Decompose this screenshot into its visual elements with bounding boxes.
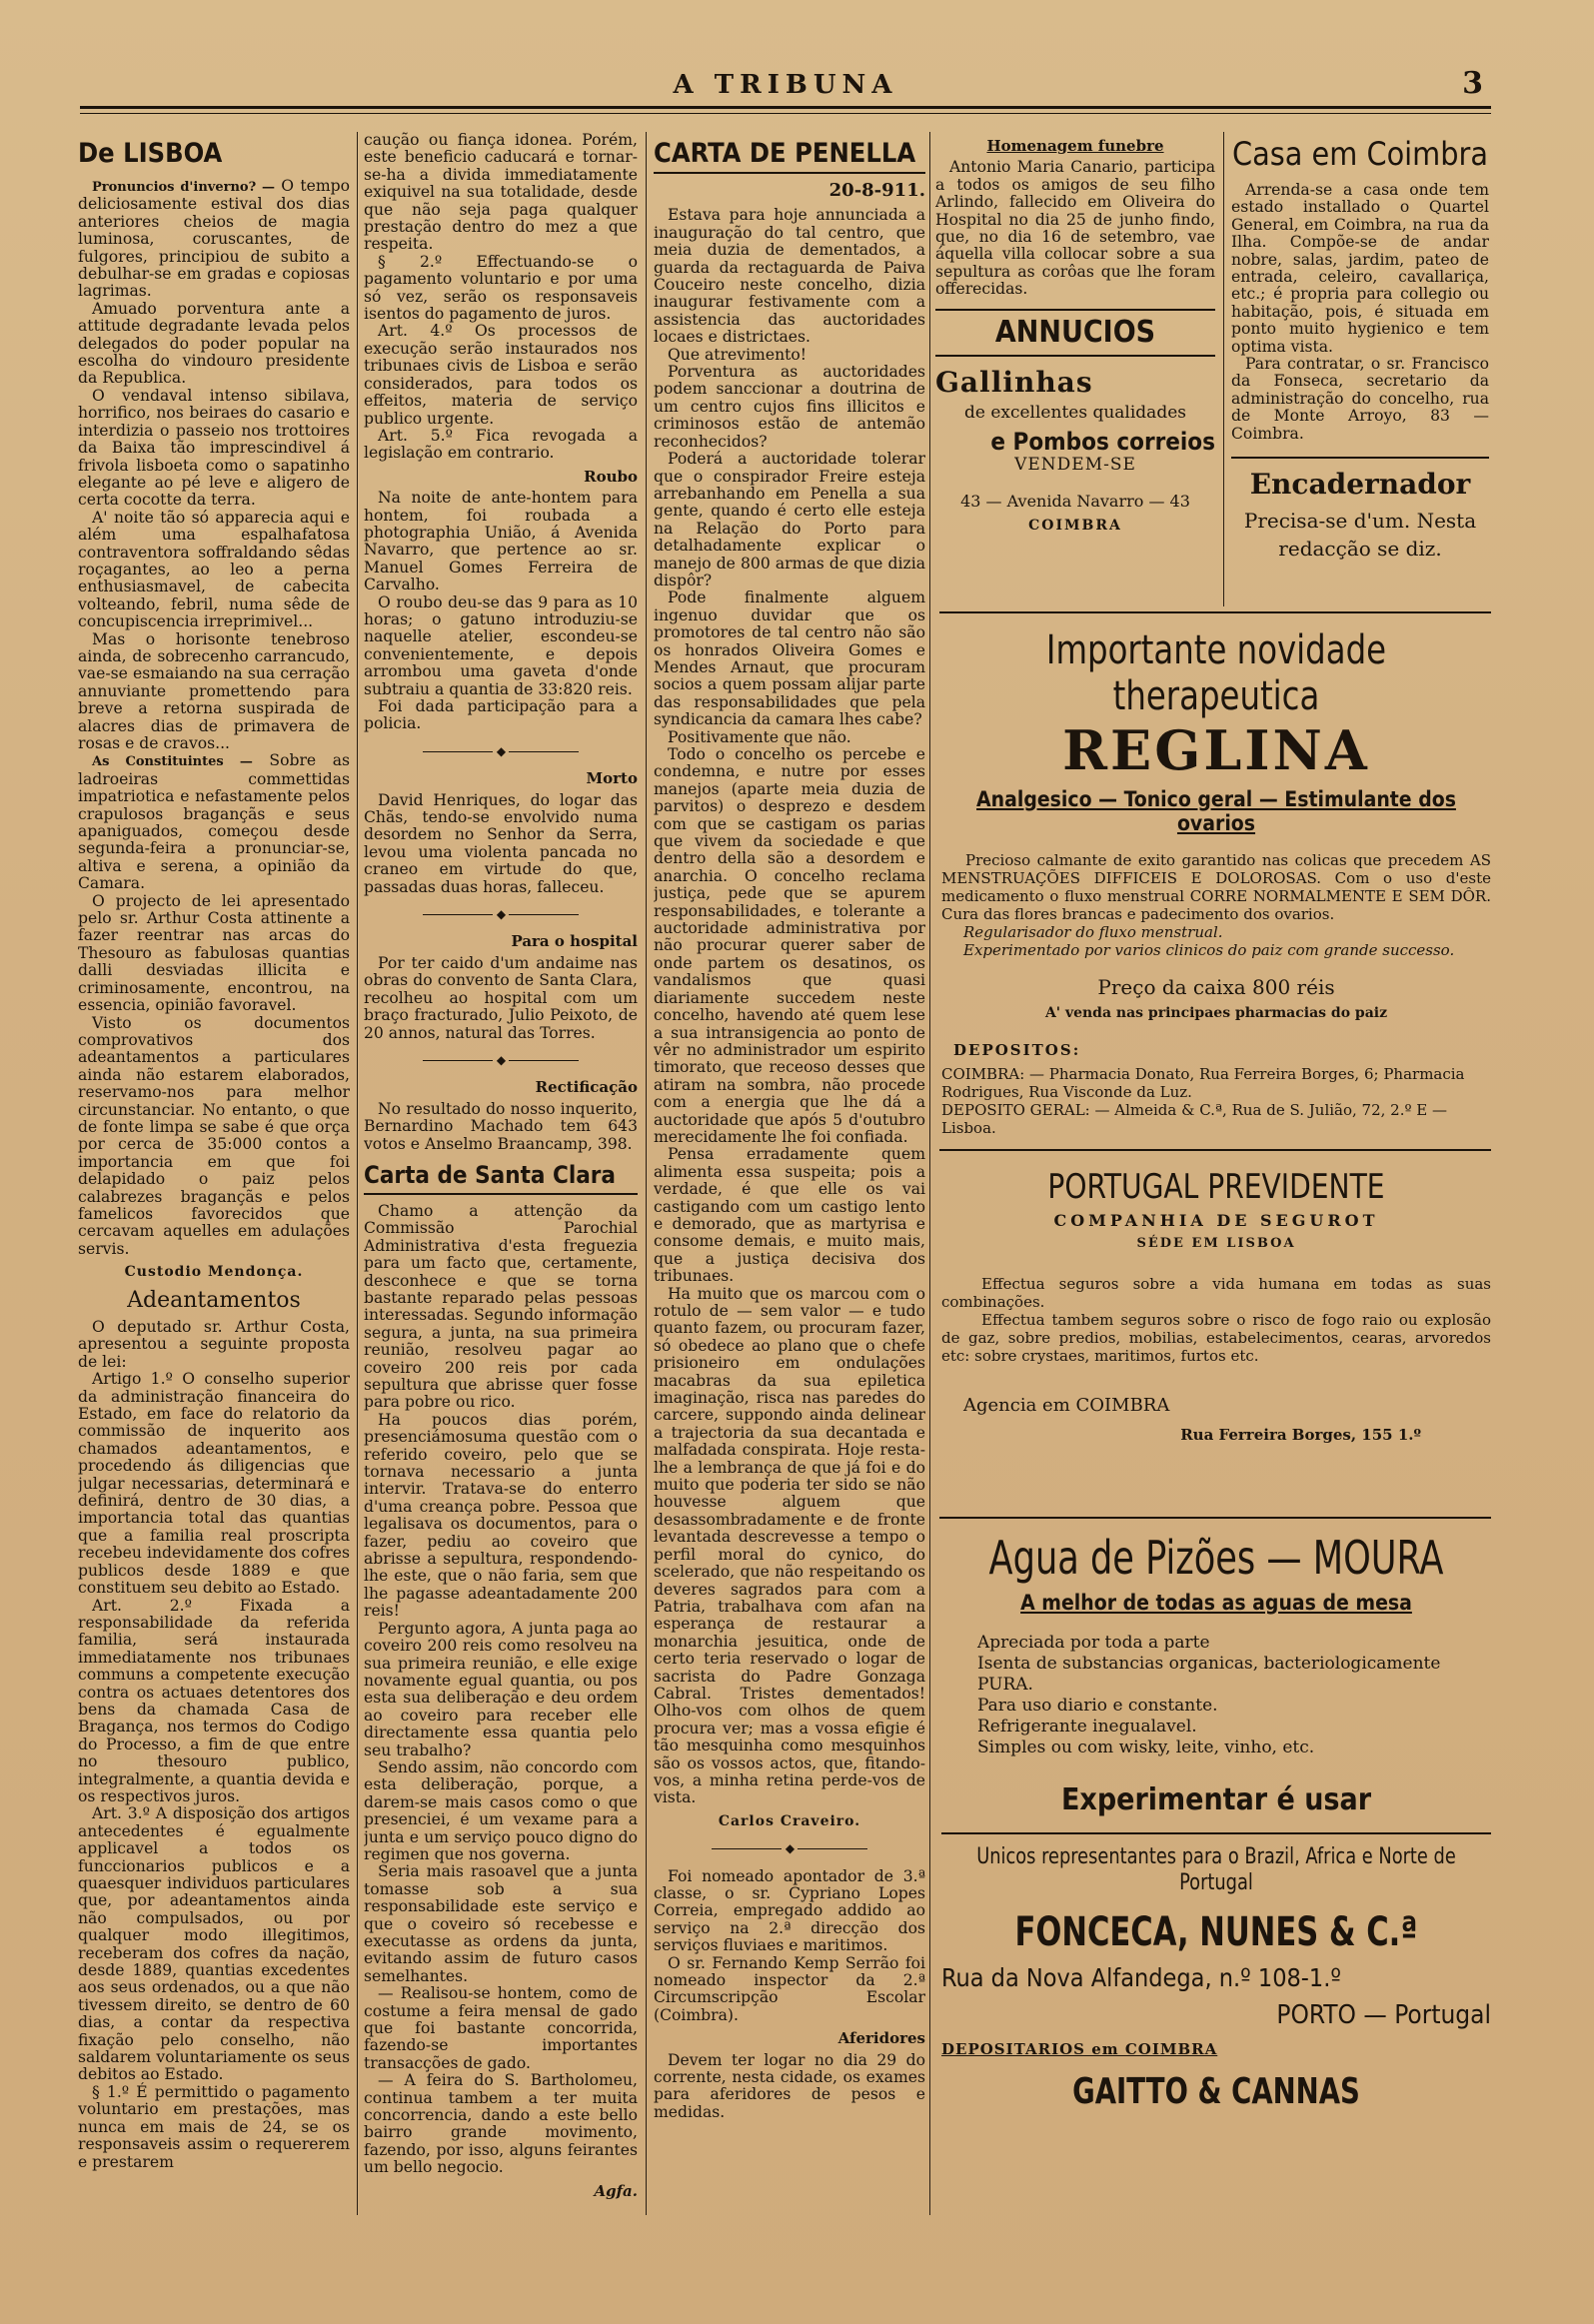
pizoes-gaitto: GAITTO & CANNAS — [1072, 2071, 1360, 2112]
paragraph — [78, 1015, 350, 1259]
paragraph-text: Positivamente que não. — [668, 727, 851, 746]
page-number: 3 — [1462, 66, 1483, 101]
paragraph-text: O roubo deu-se das 9 para as 10 horas; o gatuno introduziu-se naquelle atelier, escondeu-se convenientemente, e depois arrombou uma gaveta d'onde subtraiu a quantia de 33:820 reis. — [364, 592, 638, 698]
paragraph — [364, 132, 638, 254]
reglina-depositos: DEPOSITOS: — [953, 1041, 1081, 1059]
paragraph-text: Para contratar, o sr. Francisco da Fonseca, secretario da administração do concelho, rua de Monte Arroyo, 83 — Coimbra. — [1231, 355, 1489, 443]
previdente-p1: Effectua seguros sobre a vida humana em todas as suas combinações. — [941, 1275, 1491, 1311]
paragraph-text: Poderá a auctoridade tolerar que o conspirador Freire esteja arrebanhando em Penella a sua gente, quando é certo elle esteja na Relação do Porto para detalhadamente explicar o manejo de 800 armas de que dizia dispôr? — [654, 450, 925, 589]
paragraph — [654, 364, 925, 451]
reglina-price: Preço da caixa 800 réis — [1097, 975, 1335, 999]
paragraph-text: Pensa erradamente quem alimenta essa suspeita; pois a verdade, é que elle os vai castigando com um castigo lento e demorado, que as martyrisa e consome demais, e muito mais, que a justiça decisiva dos tribunaes. — [654, 1145, 925, 1286]
paragraph-text: Arrenda-se a casa onde tem estado installado o Quartel General, em Coimbra, na rua da Ilha. Compõe-se de andar nobre, salas, jardim, pateo de entrada, celeiro, cavallariça, etc.; é propria para collegio ou habitação, pois, é situada em ponto muito hygienico e tem optima vista. — [1231, 181, 1489, 356]
column-rule — [1223, 132, 1224, 606]
previdente-agencia: Agencia em COIMBRA — [963, 1395, 1170, 1416]
pizoes-list-item: Isenta de substancias organicas, bacteriologicamente PURA. — [977, 1654, 1441, 1695]
paragraph — [364, 1985, 638, 2072]
pizoes-porto: PORTO — Portugal — [1276, 2000, 1491, 2030]
article-signature: Agfa. — [594, 2181, 638, 2200]
column-rule — [929, 132, 930, 2215]
paragraph — [364, 792, 638, 896]
reglina-name: REGLINA — [1062, 718, 1370, 782]
paragraph-text: Estava para hoje annunciada a inauguração do tal centro, que meia duzia de dementados, a guarda da rectaguarda de Paiva Couceiro neste concelho, dizia inaugurar festivamente com a assistencia das auctoridades locaes e districtaes. — [654, 206, 925, 347]
article-title-lisboa: De LISBOA — [78, 138, 223, 169]
reglina-dep-geral: DEPOSITO GERAL: — Almeida & C.ª, Rua de S. Julião, 72, 2.º E — Lisboa. — [941, 1101, 1448, 1137]
column-4 — [935, 132, 1215, 601]
ad-address: 43 — Avenida Navarro — 43 — [960, 491, 1190, 511]
paragraph — [78, 2084, 350, 2171]
paragraph-text: Foi nomeado apontador de 3.ª classe, o sr. Cypriano Lopes Correia, empregado addido ao serviço na 2.ª direcção dos serviços fluviaes e maritimos. — [654, 1866, 925, 1955]
paragraph — [654, 207, 925, 346]
divider: ◆ — [364, 743, 638, 760]
previdente-sub: COMPANHIA DE SEGUROT — [1053, 1211, 1379, 1230]
previdente-p2: Effectua tambem seguros sobre o risco de fogo raio ou explosão de gaz, sobre predios, mobilias, estabelecimentos, cearas, arvoredos etc: sobre crystaes, maritimos, furtos etc. — [941, 1311, 1491, 1365]
ad-rule — [939, 611, 1491, 613]
paragraph-text: Devem ter logar no dia 29 do corrente, nesta cidade, os exames para aferidores de pesos e medidas. — [654, 2050, 925, 2121]
paragraph — [78, 388, 350, 510]
ad-pombos-title: e Pombos correios — [990, 428, 1215, 457]
paragraph — [364, 1203, 638, 1412]
ad-gallinhas-sub: de excellentes qualidades — [963, 402, 1186, 423]
article-body — [364, 1203, 638, 2177]
article-date: 20-8-911. — [828, 180, 925, 201]
pizoes-list-item: Simples ou com wisky, leite, vinho, etc. — [977, 1738, 1315, 1757]
ad-vendem: VENDEM-SE — [1014, 455, 1136, 476]
article-body — [364, 1101, 638, 1153]
paragraph — [364, 428, 638, 463]
column-5 — [1231, 132, 1489, 611]
paragraph-text: David Henriques, do logar das Chãs, tendo-se envolvido numa desordem no Senhor da Serra, levou uma violenta pancada no craneo em virtude do que, passadas duas horas, falleceu. — [364, 790, 638, 896]
article-body — [78, 1319, 350, 2171]
paragraph-lead: Pronuncios d'inverno? — — [92, 180, 276, 195]
paragraph-text: Ha muito que os marcou com o rotulo de — sem valor — e tudo quanto fazem, ou procuram fazer, só obedece ao plano que o chefe prisioneiro em ondulações macabras da sua epiletica imaginação, risca nas paredes do carcere, suppondo ainda delinear a trajectoria da sua decantada e malfadada conspirata. Hoje resta-lhe a lembrança de que já foi e do muito que poderia ter sido se não houvesse alguem que desassombradamente e de fronte levantada descrevesse a tempo o perfil moral do cynico, do scelerado, que não respeitando os deveres sagrados para com a Patria, trabalhava com afan na esperança de restaurar a monarchia jesuitica, onde de certo teria reservado o logar de sacrista do Padre Gonzaga Cabral. Tristes dementados! Olho-vos com olhos de quem procura ver; mas a vossa efigie é tão mesquinha como mesquinhos são os vossos actos, que, fitando-vos, a minha retina perde-vos de vista. — [654, 1284, 925, 1807]
paragraph — [1231, 356, 1489, 443]
pizoes-unicos: Unicos representantes para o Brazil, Africa e Norte de Portugal — [976, 1844, 1456, 1895]
article-signature: Custodio Mendonça. — [124, 1264, 304, 1281]
paragraph — [654, 2052, 925, 2122]
paragraph — [1231, 182, 1489, 356]
funebre-text: Antonio Maria Canario, participa a todos os amigos de seu filho Arlindo, fallecido em Oliveira do Hospital no dia 25 de junho findo, que, no dia 16 de setembro, vae áquella villa collocar sobre a sua sepultura as corôas que lhe foram offerecidas. — [935, 158, 1215, 299]
article-title-santa-clara: Carta de Santa Clara — [364, 1159, 638, 1195]
article-body — [78, 178, 350, 1258]
paragraph-text: O tempo deliciosamente estival dos dias anteriores cheios de magia luminosa, coruscantes, de fulgores, principiou de subito a debulhar-se em gradas e copiosas lagrimas. — [78, 177, 350, 301]
paragraph-text: A' noite tão só apparecia aqui e além uma espalhafatosa contraventora soffraldando sêdas roçagantes, ao leo a perna enthusiasmavel, de cabecita volteando, febril, numa sêde de concupiscencia irreprimivel... — [78, 508, 350, 631]
paragraph-text: Que atrevimento! — [668, 345, 807, 364]
previdente-title: PORTUGAL PREVIDENTE — [1047, 1167, 1385, 1207]
paragraph — [78, 893, 350, 1015]
paragraph-text: — A feira do S. Bartholomeu, continua tambem a ter muita concorrencia, dando a este bello bairro grande movimento, fazendo, por isso, alguns feirantes um bello negocio. — [364, 2071, 638, 2177]
article-title-penella: CARTA DE PENELLA — [654, 138, 925, 174]
article-title-morto: Morto — [586, 769, 638, 788]
paragraph-text: Mas o horisonte tenebroso ainda, de sobrecenho carrancudo, vae-se esmaiando na sua cerração annuviante promettendo para breve a retorna suspirada de alacres dias de primavera de rosas e de cravos... — [78, 629, 350, 752]
pizoes-rua: Rua da Nova Alfandega, n.º 108-1.º — [941, 1963, 1341, 1992]
ad-casa-body — [1231, 182, 1489, 443]
ad-rule — [939, 1517, 1491, 1519]
paragraph-text: — Realisou-se hontem, como de costume a feira mensal de gado que foi bastante concorrida, fazendo-se importantes transacções de gado. — [364, 1984, 638, 2072]
paragraph — [78, 178, 350, 301]
article-body — [654, 207, 925, 1806]
column-rule — [357, 132, 358, 2215]
ad-casa-title: Casa em Coimbra — [1232, 135, 1488, 173]
pizoes-sub: A melhor de todas as aguas de mesa — [1020, 1591, 1412, 1615]
paragraph-text: Porventura as auctoridades podem sanccionar a doutrina de um centro cujos fins illicitos e criminosos estão de antemão reconhecidos? — [654, 363, 925, 451]
paragraph — [364, 1759, 638, 1863]
funebre-title: Homenagem funebre — [986, 137, 1164, 155]
paragraph-text: O sr. Fernando Kemp Serrão foi nomeado inspector da 2.ª Circumscripção Escolar (Coimbra). — [654, 1953, 925, 2024]
reglina-regularisador: Regularisador do fluxo menstrual. — [963, 923, 1223, 941]
paragraph — [364, 323, 638, 427]
column-rule — [646, 132, 647, 2215]
paragraph-text: Sobre as ladroeiras commettidas impatriotica e nefastamente pelos crapulosos bragançãs e seus apaniguados, começou desde segunda-feira a pronunciar-se, altiva e serena, a opinião da Camara. — [78, 751, 350, 893]
paragraph — [364, 254, 638, 324]
article-body — [364, 132, 638, 463]
previdente-rua: Rua Ferreira Borges, 155 1.º — [1180, 1426, 1421, 1444]
section-title-adeantamentos: Adeantamentos — [127, 1287, 301, 1313]
ad-reglina — [941, 627, 1491, 1137]
paragraph — [654, 729, 925, 746]
paragraph-text: Art. 4.º Os processos de execução serão instaurados nos tribunaes civis de Lisboa e serão considerados, para todos os effeitos, materia de serviço publico urgente. — [364, 322, 638, 428]
paragraph-text: Art. 2.º Fixada a responsabilidade da referida familia, será instaurada immediatamente nos tribunaes communs a competente execução contra os actuaes detentores dos bens da chamada Casa de Bragança, nos termos do Codigo do Processo, a fim de que entre no thesouro publico, integralmente, a quantia devida e os respectivos juros. — [78, 1596, 350, 1805]
reglina-experimentado: Experimentado por varios clinicos do paiz com grande successo. — [963, 941, 1455, 959]
paragraph — [654, 451, 925, 589]
ad-previdente — [941, 1167, 1491, 1444]
reglina-text: Precioso calmante de exito garantido nas colicas que precedem AS MENSTRUAÇÕES DIFFICEIS E DOLOROSAS. Com o uso d'este medicamento o fluxo menstrual CORRE NORMALMENTE E SEM DÔR. Cura das flores brancas e padecimento dos ovarios. — [941, 851, 1491, 923]
paragraph-text: § 2.º Effectuando-se o pagamento voluntario e por uma só vez, serão os responsaveis isentos do pagamento de juros. — [364, 252, 638, 324]
paragraph — [78, 301, 350, 388]
paragraph — [654, 1868, 925, 1955]
ad-encadernador-text: Precisa-se d'um. Nesta redacção se diz. — [1243, 509, 1477, 562]
paragraph-text: caução ou fiança idonea. Porém, este beneficio caducará e tornar-se-ha a divida immediatamente exiquivel na sua totalidade, desde que não seja paga qualquer prestação dentro do mez a que respeita. — [364, 132, 638, 254]
paragraph — [78, 1371, 350, 1597]
paragraph — [364, 2072, 638, 2176]
paragraph — [364, 698, 638, 733]
article-title-rectificacao: Rectificação — [535, 1078, 638, 1097]
paragraph — [654, 589, 925, 728]
pizoes-list-item: Refrigerante inegualavel. — [977, 1717, 1197, 1737]
pizoes-depositarios: DEPOSITARIOS em COIMBRA — [941, 2040, 1218, 2058]
paragraph-text: Na noite de ante-hontem para hontem, foi roubada a photographia União, á Avenida Navarro, que pertence ao sr. Manuel Gomes Ferreira de Carvalho. — [364, 489, 638, 594]
pizoes-title: Agua de Pizões — MOURA — [988, 1531, 1444, 1585]
paragraph-text: Artigo 1.º O conselho superior da administração financeira do Estado, em face do relatorio da commissão de inquerito aos chamados adeantamentos, e procedendo ás diligencias que julgar necessarias, determinará e definirá, dentro de 30 dias, a importancia total das quantias que a familia real proscripta recebeu indevidamente dos cofres publicos desde 1889 e que constituem seu debito ao Estado. — [78, 1370, 350, 1598]
ad-encadernador-title: Encadernador — [1249, 468, 1471, 502]
paper-title: A TRIBUNA — [673, 70, 898, 100]
reglina-headline: Importante novidade therapeutica — [1045, 627, 1387, 719]
ad-rule — [939, 1149, 1491, 1151]
paragraph — [364, 955, 638, 1042]
divider: ◆ — [654, 1840, 925, 1857]
column-2 — [364, 132, 638, 2215]
paragraph — [654, 1286, 925, 1807]
paragraph-text: Visto os documentos comprovativos dos adeantamentos a particulares ainda não estarem elaborados, reservamo-nos para melhor circunstanciar. No entanto, o que de fonte limpa se sabe é que orça por cerca de 35:000 contos a importancia em que foi delapidado o paiz pelos calabrezes bragançãs e pelos famelicos favorecidos que cercavam aquelles em adulações servis. — [78, 1013, 350, 1258]
paragraph-text: Pode finalmente alguem ingenuo duvidar que os promotores de tal centro não são os honrados Oliveira Gomes e Mendes Arnaut, que procuram socios a quem possam alijar parte das responsabilidades que pela syndicancia da camara lhes cabe? — [654, 588, 925, 729]
paragraph — [78, 1805, 350, 2084]
article-body — [364, 792, 638, 896]
paragraph — [654, 1955, 925, 2025]
pizoes-fonceca: FONCECA, NUNES & C.ª — [1014, 1909, 1418, 1955]
paragraph-lead: As Constituintes — — [92, 754, 253, 770]
masthead-rule — [80, 106, 1491, 109]
divider: ◆ — [364, 1052, 638, 1069]
paragraph-text: Art. 3.º A disposição dos artigos antecedentes é egualmente applicavel a todos os funccionarios publicos e a quaesquer individuos particulares que, por adeantamentos ainda não compulsados, ou por qualquer modo illegitimos, receberam dos cofres da nação, desde 1889, quantias excedentes aos seus ordenados, ou a que não tivessem direito, se dentro de 60 dias, a contar da respectiva fixação pelo conselho, não saldarem voluntariamente os seus debitos ao Estado. — [78, 1804, 350, 2084]
paragraph — [78, 1319, 350, 1371]
paragraph-text: Pergunto agora, A junta paga ao coveiro 200 reis como resolveu na sua primeira reunião, e elle exige novamente egual quantia, ou pos esta sua deliberação e deu ordem ao coveiro para receber elle directamente essa quantia pelo seu trabalho? — [364, 1619, 638, 1759]
annuncios-heading: ANNUCIOS — [994, 314, 1156, 350]
paragraph-text: Foi dada participação para a policia. — [364, 697, 638, 733]
paragraph-text: Chamo a attenção da Commissão Parochial Administrativa d'esta freguezia para um facto que, certamente, desconhece e que se torna bastante reparado pelas pessoas interessadas. Segundo informação segura, a junta, na sua primeira reunião, resolveu pagar ao coveiro 200 reis por cada sepultura que abrisse quer fosse para pobre ou rico. — [364, 1201, 638, 1412]
paragraph-text: Art. 5.º Fica revogada a legislação em contrario. — [364, 426, 638, 463]
ad-city: COIMBRA — [1028, 518, 1122, 535]
paragraph-text: Seria mais rasoavel que a junta tomasse sob a sua responsabilidade este serviço e que o coveiro só recebesse e executasse as ordens da junta, evitando assim de futuro casos semelhantes. — [364, 1862, 638, 1985]
paragraph-text: Amuado porventura ante a attitude degradante levada pelos delegados do poder popular na escolha do vindouro presidente da Republica. — [78, 299, 350, 388]
column-1 — [78, 132, 350, 2215]
reglina-dep-coimbra: COIMBRA: — Pharmacia Donato, Rua Ferreira Borges, 6; Pharmacia Rodrigues, Rua Visconde da Luz. — [941, 1065, 1465, 1101]
paragraph — [364, 490, 638, 593]
paragraph — [364, 1621, 638, 1759]
article-title-roubo: Roubo — [584, 467, 638, 486]
paragraph — [654, 1146, 925, 1285]
ad-pizoes — [941, 1531, 1491, 2114]
article-body — [364, 955, 638, 1042]
paragraph — [78, 631, 350, 753]
paragraph-text: Ha poucos dias porém, presenciámosuma questão com o referido coveiro, pelo que se tornava necessario a junta intervir. Tratava-se do enterro d'uma creança pobre. Pessoa que legalisava os documentos, para o fazer, pediu ao coveiro que abrisse a sepultura, respondendo-lhe este, que o não faria, sem que lhe pagasse adeantadamente 200 reis! — [364, 1410, 638, 1621]
paragraph-text: Sendo assim, não concordo com esta deliberação, porque, a darem-se mais casos como o que presenciei, é um vexame para a junta e um serviço pouco digno do regimen que nos governa. — [364, 1757, 638, 1863]
article-body — [654, 1868, 925, 2025]
pizoes-experimentar: Experimentar é usar — [1060, 1782, 1372, 1817]
reglina-sale: A' venda nas principaes pharmacias do paiz — [1044, 1005, 1388, 1021]
paragraph-text: No resultado do nosso inquerito, Bernardino Machado tem 643 votos e Anselmo Braancamp, 398. — [364, 1099, 638, 1153]
paragraph — [364, 1412, 638, 1621]
column-3 — [654, 132, 925, 2215]
paragraph-text: O projecto de lei apresentado pelo sr. Arthur Costa attinente a fazer reentrar nas arcas do Thesouro as fabulosas quantias dalli desviadas illicita e criminosamente, encontrou, na essencia, opinião favoravel. — [78, 891, 350, 1015]
paragraph — [364, 594, 638, 698]
paragraph-text: O deputado sr. Arthur Costa, apresentou a seguinte proposta de lei: — [78, 1318, 350, 1371]
article-signature: Carlos Craveiro. — [718, 1812, 861, 1829]
reglina-tagline: Analgesico — Tonico geral — Estimulante dos ovarios — [976, 787, 1456, 835]
paragraph — [364, 1863, 638, 1985]
masthead — [80, 62, 1491, 122]
paragraph-text: O vendaval intenso sibilava, horrifico, nos beiraes do casario e interdizia o passeio nos trottoires da Baixa tão imprescindivel á frivola lisboeta como o sapatinho elegante ao pé leve e aligero de certa cocotte da terra. — [78, 386, 350, 510]
article-body — [364, 490, 638, 733]
paragraph — [78, 752, 350, 892]
ad-gallinhas-title: Gallinhas — [935, 365, 1093, 399]
paragraph — [78, 510, 350, 631]
paragraph — [78, 1598, 350, 1806]
article-body — [654, 2052, 925, 2122]
paragraph — [364, 1101, 638, 1153]
paragraph-text: Por ter caido d'um andaime nas obras do convento de Santa Clara, recolheu ao hospital com um braço fracturado, Julio Peixoto, de 20 annos, natural das Torres. — [364, 953, 638, 1042]
masthead-rule-thin — [80, 113, 1491, 114]
paragraph-text: Todo o concelho os percebe e condemna, e nutre por esses manejos (aparte meia duzia de parvitos) o desprezo e desdem com que se castigam os parias que vivem da sociedade e que dentro della são a desordem e anarchia. O concelho reclama justiça, pede que se apurem responsabilidades, e tolerante a auctoridade administrativa por não procurar querer saber de onde partem os desatinos, os vandalismos que quasi diariamente succedem neste concelho, havendo até quem lese a sua intransigencia ao ponto de vêr no administrador um espirito timorato, que receoso desses que atiram na sombra, não procede com a energia que lhe dá a auctoridade que após 5 d'outubro merecidamente lhe foi confiada. — [654, 745, 925, 1146]
pizoes-list-item: Para uso diario e constante. — [977, 1696, 1218, 1716]
pizoes-list — [977, 1633, 1491, 1758]
article-title-aferidores: Aferidores — [837, 2029, 925, 2048]
divider: ◆ — [364, 906, 638, 923]
paragraph — [654, 347, 925, 364]
article-title-hospital: Para o hospital — [511, 932, 638, 951]
paragraph — [654, 746, 925, 1146]
pizoes-list-item: Apreciada por toda a parte — [977, 1633, 1210, 1653]
previdente-sede: SÉDE EM LISBOA — [1136, 1236, 1296, 1251]
paragraph-text: § 1.º É permittido o pagamento voluntario em prestações, mas nunca em mais de 24, se os responsaveis assim o requererem e prestarem — [78, 2082, 350, 2171]
